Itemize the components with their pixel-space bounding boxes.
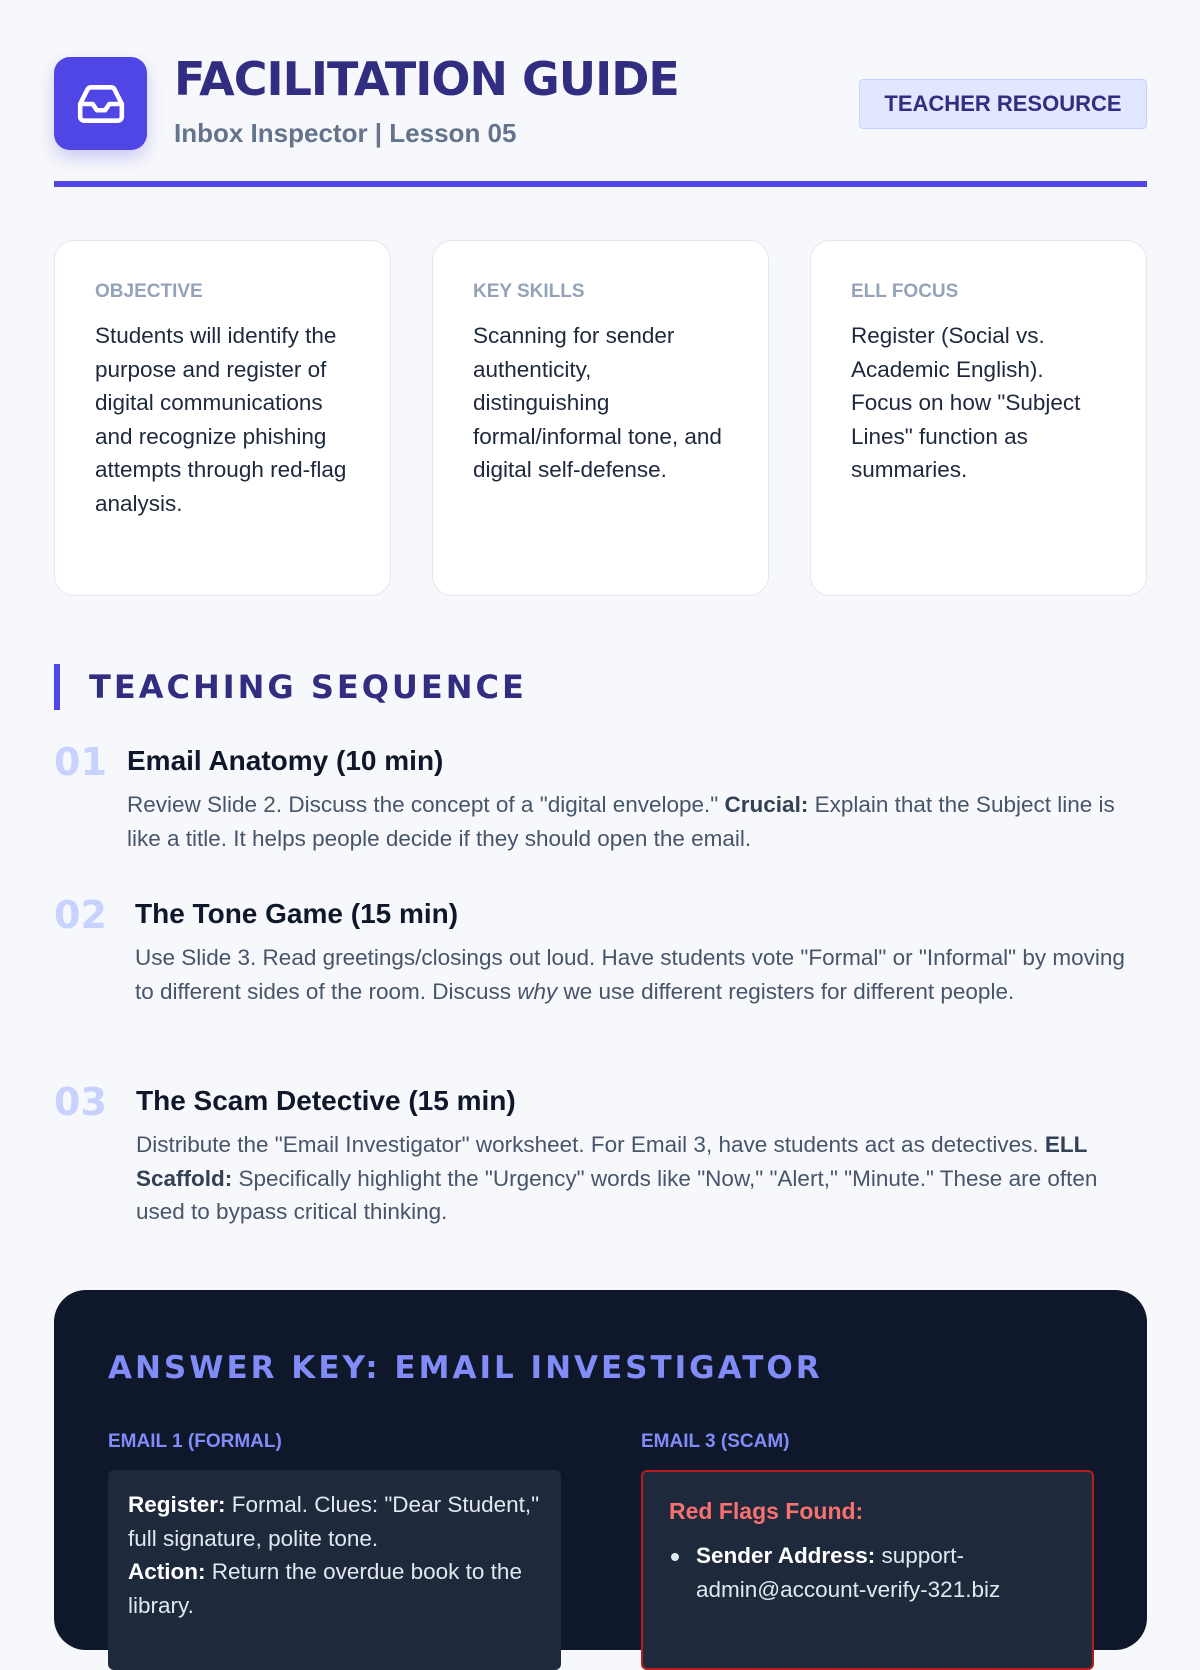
step-number: 01 [54, 740, 107, 784]
flag-text: support-admin@account-verify-321.biz [696, 1543, 1001, 1602]
card-text: Scanning for sender authenticity, distinguishing formal/informal tone, and digital self-defense. [473, 323, 722, 482]
step-title: The Tone Game (15 min) [135, 898, 459, 929]
flag-label: Sender Address: [696, 1543, 876, 1568]
key-skills-card [432, 240, 769, 596]
page-title: FACILITATION GUIDE [174, 52, 679, 106]
email1-label: EMAIL 1 (FORMAL) [108, 1431, 282, 1452]
step-emphasis: why [517, 978, 558, 1004]
red-flags-title: Red Flags Found: [669, 1498, 864, 1524]
list-item [669, 1539, 1066, 1606]
step-body [135, 895, 1147, 1008]
facilitation-guide-page [54, 0, 1147, 1618]
answer-key-panel [54, 1290, 1147, 1650]
inbox-icon [76, 79, 126, 129]
register-label: Register: [128, 1492, 226, 1517]
logo [54, 57, 147, 150]
action-text: Return the overdue book to the library. [128, 1559, 522, 1618]
card-label: OBJECTIVE [95, 281, 203, 302]
step-emphasis: ELL Scaffold: [136, 1132, 1087, 1191]
step-title: The Scam Detective (15 min) [136, 1085, 516, 1116]
email3-answer-box [641, 1470, 1094, 1670]
objective-card [54, 240, 391, 596]
ell-focus-card [810, 240, 1147, 596]
teacher-resource-badge: TEACHER RESOURCE [859, 79, 1147, 129]
card-label: ELL FOCUS [851, 281, 959, 302]
step-emphasis: Crucial: [724, 792, 809, 817]
page-subtitle: Inbox Inspector | Lesson 05 [174, 118, 517, 148]
header [54, 0, 1147, 187]
email1-answer-box [108, 1470, 561, 1670]
answer-key-title: ANSWER KEY: EMAIL INVESTIGATOR [108, 1350, 823, 1386]
card-label: KEY SKILLS [473, 281, 585, 302]
step-text: Use Slide 3. Read greetings/closings out loud. Have students vote "Formal" or "Informal" by moving to different sides of the room. Discuss why we use different registers for different people. [135, 945, 1125, 1004]
card-text: Students will identify the purpose and register of digital communications and recognize phishing attempts through red-flag analysis. [95, 323, 347, 516]
step-number: 02 [54, 893, 107, 937]
email3-label: EMAIL 3 (SCAM) [641, 1431, 790, 1452]
step-body [136, 1082, 1147, 1229]
register-text: Formal. Clues: "Dear Student," full signature, polite tone. [128, 1492, 540, 1551]
step-body [127, 742, 1147, 855]
step-number: 03 [54, 1080, 107, 1124]
step-text: Distribute the "Email Investigator" worksheet. For Email 3, have students act as detectives. ELL Scaffold: Specifically highlight the "Urgency" words like "Now," "Alert," "Minute." These are often used to bypass critical thinking. [136, 1132, 1098, 1224]
step-title: Email Anatomy (10 min) [127, 745, 444, 776]
teaching-sequence-heading: TEACHING SEQUENCE [54, 664, 527, 710]
red-flag-list [669, 1539, 1066, 1606]
action-label: Action: [128, 1559, 206, 1584]
step-text: Review Slide 2. Discuss the concept of a "digital envelope." Crucial: Explain that the Subject line is like a title. It helps people decide if they should open the email. [127, 792, 1115, 851]
card-text: Register (Social vs. Academic English). Focus on how "Subject Lines" function as summaries. [851, 323, 1081, 482]
info-cards [54, 240, 1147, 596]
